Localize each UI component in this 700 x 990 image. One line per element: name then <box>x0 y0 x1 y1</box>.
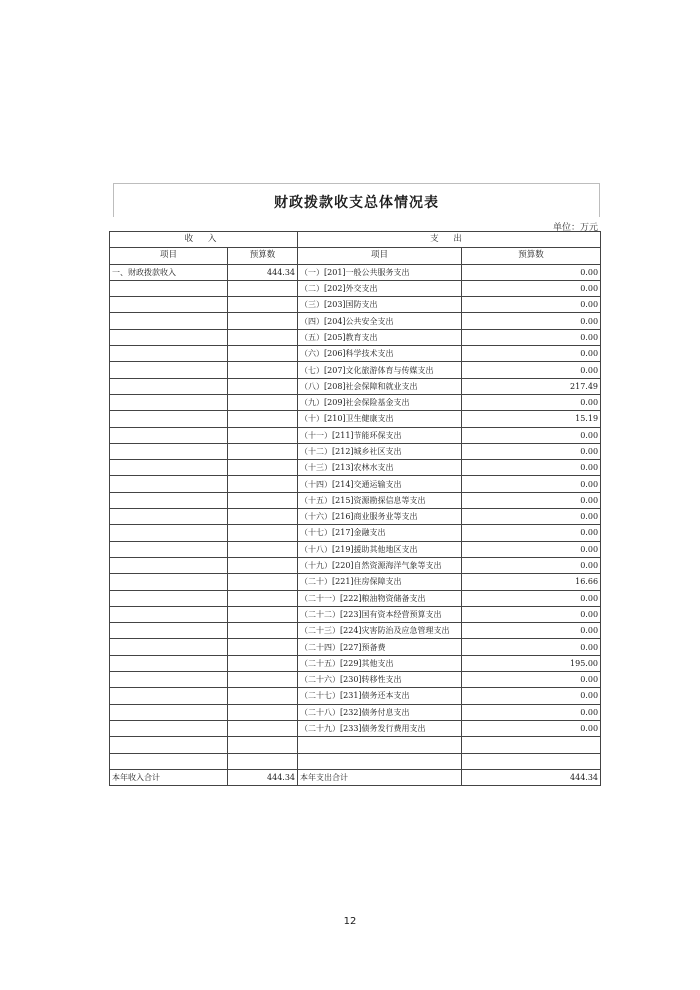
expense-value-cell: 0.00 <box>462 720 601 736</box>
income-value-cell <box>228 720 298 736</box>
income-value-cell <box>228 704 298 720</box>
table-row <box>110 720 601 736</box>
income-value-cell <box>228 623 298 639</box>
income-item-cell <box>110 346 228 362</box>
page-number: 12 <box>343 916 357 927</box>
table-row <box>110 623 601 639</box>
income-item-cell <box>110 590 228 606</box>
income-value-cell <box>228 329 298 345</box>
income-value-cell: 444.34 <box>228 264 298 280</box>
expense-item-cell: （二十）[221]住房保障支出 <box>298 574 462 590</box>
table-row <box>110 362 601 378</box>
header-row-columns <box>110 248 601 264</box>
report-sheet <box>113 183 600 791</box>
income-value-cell <box>228 655 298 671</box>
expense-value-cell: 0.00 <box>462 525 601 541</box>
expense-value-cell: 0.00 <box>462 541 601 557</box>
expense-budget-header: 预算数 <box>462 248 601 264</box>
table-row <box>110 655 601 671</box>
expense-item-cell: （十二）[212]城乡社区支出 <box>298 443 462 459</box>
expense-value-cell: 0.00 <box>462 362 601 378</box>
expense-value-cell: 16.66 <box>462 574 601 590</box>
income-item-cell <box>110 297 228 313</box>
expense-item-cell: （二十八）[232]债务付息支出 <box>298 704 462 720</box>
expense-item-cell: （七）[207]文化旅游体育与传媒支出 <box>298 362 462 378</box>
totals-row <box>110 769 601 785</box>
expense-item-cell <box>298 753 462 769</box>
expense-item-cell <box>298 737 462 753</box>
expense-total-label: 本年支出合计 <box>298 769 462 785</box>
table-row <box>110 590 601 606</box>
expense-item-cell: （十五）[215]资源勘探信息等支出 <box>298 492 462 508</box>
income-item-cell <box>110 443 228 459</box>
table-row <box>110 672 601 688</box>
expense-item-header: 项目 <box>298 248 462 264</box>
income-budget-header: 预算数 <box>228 248 298 264</box>
income-value-cell <box>228 313 298 329</box>
table-row <box>110 411 601 427</box>
income-item-cell <box>110 655 228 671</box>
table-row <box>110 313 601 329</box>
income-value-cell <box>228 606 298 622</box>
expense-value-cell: 0.00 <box>462 688 601 704</box>
expense-total-value: 444.34 <box>462 769 601 785</box>
table-row <box>110 443 601 459</box>
income-total-label: 本年收入合计 <box>110 769 228 785</box>
table-row <box>110 574 601 590</box>
expense-item-cell: （二十五）[229]其他支出 <box>298 655 462 671</box>
table-row <box>110 525 601 541</box>
income-item-cell <box>110 378 228 394</box>
income-item-cell <box>110 427 228 443</box>
income-header: 收 入 <box>110 232 298 248</box>
expense-item-cell: （十八）[219]援助其他地区支出 <box>298 541 462 557</box>
income-item-cell <box>110 574 228 590</box>
income-item-cell <box>110 492 228 508</box>
table-row <box>110 476 601 492</box>
income-item-cell <box>110 280 228 296</box>
expense-value-cell: 0.00 <box>462 672 601 688</box>
expense-item-cell: （十四）[214]交通运输支出 <box>298 476 462 492</box>
expense-item-cell: （二十一）[222]粮油物资储备支出 <box>298 590 462 606</box>
expense-item-cell: （一）[201]一般公共服务支出 <box>298 264 462 280</box>
expense-value-cell: 15.19 <box>462 411 601 427</box>
table-row <box>110 329 601 345</box>
income-item-cell <box>110 704 228 720</box>
expense-item-cell: （十三）[213]农林水支出 <box>298 460 462 476</box>
expense-item-cell: （十一）[211]节能环保支出 <box>298 427 462 443</box>
expense-value-cell: 0.00 <box>462 264 601 280</box>
expense-value-cell: 0.00 <box>462 623 601 639</box>
expense-item-cell: （二十六）[230]转移性支出 <box>298 672 462 688</box>
income-item-cell <box>110 329 228 345</box>
income-value-cell <box>228 476 298 492</box>
table-row <box>110 460 601 476</box>
income-value-cell <box>228 378 298 394</box>
income-item-cell <box>110 737 228 753</box>
income-value-cell <box>228 753 298 769</box>
table-row <box>110 606 601 622</box>
expense-value-cell: 0.00 <box>462 492 601 508</box>
expense-item-cell: （二）[202]外交支出 <box>298 280 462 296</box>
income-value-cell <box>228 394 298 410</box>
expense-item-cell: （四）[204]公共安全支出 <box>298 313 462 329</box>
income-item-cell <box>110 672 228 688</box>
income-item-cell <box>110 688 228 704</box>
table-row <box>110 753 601 769</box>
income-value-cell <box>228 737 298 753</box>
income-value-cell <box>228 297 298 313</box>
income-item-cell <box>110 753 228 769</box>
expense-value-cell: 0.00 <box>462 427 601 443</box>
table-row <box>110 737 601 753</box>
expense-header: 支 出 <box>298 232 601 248</box>
expense-value-cell <box>462 753 601 769</box>
expense-value-cell: 195.00 <box>462 655 601 671</box>
expense-value-cell: 0.00 <box>462 297 601 313</box>
income-value-cell <box>228 280 298 296</box>
expense-item-cell: （十九）[220]自然资源海洋气象等支出 <box>298 557 462 573</box>
income-value-cell <box>228 688 298 704</box>
income-value-cell <box>228 492 298 508</box>
expense-value-cell: 0.00 <box>462 313 601 329</box>
income-item-cell <box>110 525 228 541</box>
expense-item-cell: （六）[206]科学技术支出 <box>298 346 462 362</box>
income-value-cell <box>228 427 298 443</box>
page-title: 财政拨款收支总体情况表 <box>274 195 439 211</box>
income-value-cell <box>228 557 298 573</box>
expense-item-cell: （十）[210]卫生健康支出 <box>298 411 462 427</box>
income-value-cell <box>228 590 298 606</box>
income-value-cell <box>228 460 298 476</box>
income-value-cell <box>228 541 298 557</box>
expense-value-cell: 217.49 <box>462 378 601 394</box>
budget-table <box>109 231 601 786</box>
table-row <box>110 541 601 557</box>
table-row <box>110 509 601 525</box>
income-item-cell <box>110 541 228 557</box>
income-value-cell <box>228 509 298 525</box>
unit-label: 单位：万元 <box>552 223 598 233</box>
income-value-cell <box>228 346 298 362</box>
expense-item-cell: （九）[209]社会保险基金支出 <box>298 394 462 410</box>
table-row <box>110 427 601 443</box>
income-item-cell <box>110 557 228 573</box>
income-item-cell <box>110 313 228 329</box>
expense-item-cell: （二十九）[233]债务发行费用支出 <box>298 720 462 736</box>
expense-item-cell: （五）[205]教育支出 <box>298 329 462 345</box>
income-value-cell <box>228 639 298 655</box>
header-row-group <box>110 232 601 248</box>
income-total-value: 444.34 <box>228 769 298 785</box>
expense-value-cell: 0.00 <box>462 394 601 410</box>
expense-item-cell: （二十四）[227]预备费 <box>298 639 462 655</box>
expense-value-cell: 0.00 <box>462 509 601 525</box>
income-value-cell <box>228 525 298 541</box>
table-row <box>110 688 601 704</box>
income-item-cell <box>110 394 228 410</box>
expense-value-cell: 0.00 <box>462 606 601 622</box>
table-row <box>110 264 601 280</box>
income-item-cell <box>110 509 228 525</box>
income-item-cell: 一、财政拨款收入 <box>110 264 228 280</box>
income-item-cell <box>110 362 228 378</box>
expense-value-cell: 0.00 <box>462 476 601 492</box>
table-row <box>110 557 601 573</box>
table-row <box>110 704 601 720</box>
income-value-cell <box>228 411 298 427</box>
table-row <box>110 639 601 655</box>
income-item-header: 项目 <box>110 248 228 264</box>
expense-item-cell: （二十三）[224]灾害防治及应急管理支出 <box>298 623 462 639</box>
income-item-cell <box>110 476 228 492</box>
expense-item-cell: （三）[203]国防支出 <box>298 297 462 313</box>
income-value-cell <box>228 443 298 459</box>
expense-value-cell: 0.00 <box>462 639 601 655</box>
expense-value-cell: 0.00 <box>462 590 601 606</box>
expense-value-cell: 0.00 <box>462 460 601 476</box>
expense-value-cell: 0.00 <box>462 443 601 459</box>
income-item-cell <box>110 720 228 736</box>
income-value-cell <box>228 574 298 590</box>
income-item-cell <box>110 411 228 427</box>
income-value-cell <box>228 362 298 378</box>
income-item-cell <box>110 623 228 639</box>
income-item-cell <box>110 460 228 476</box>
income-value-cell <box>228 672 298 688</box>
table-row <box>110 280 601 296</box>
table-row <box>110 394 601 410</box>
table-row <box>110 378 601 394</box>
expense-value-cell: 0.00 <box>462 557 601 573</box>
expense-item-cell: （八）[208]社会保障和就业支出 <box>298 378 462 394</box>
table-row <box>110 297 601 313</box>
title-box <box>113 183 600 217</box>
expense-item-cell: （十七）[217]金融支出 <box>298 525 462 541</box>
expense-value-cell: 0.00 <box>462 704 601 720</box>
expense-item-cell: （二十二）[223]国有资本经营预算支出 <box>298 606 462 622</box>
expense-item-cell: （十六）[216]商业服务业等支出 <box>298 509 462 525</box>
expense-value-cell: 0.00 <box>462 346 601 362</box>
expense-value-cell: 0.00 <box>462 329 601 345</box>
table-row <box>110 346 601 362</box>
expense-item-cell: （二十七）[231]债务还本支出 <box>298 688 462 704</box>
income-item-cell <box>110 639 228 655</box>
expense-value-cell <box>462 737 601 753</box>
income-item-cell <box>110 606 228 622</box>
table-row <box>110 492 601 508</box>
expense-value-cell: 0.00 <box>462 280 601 296</box>
